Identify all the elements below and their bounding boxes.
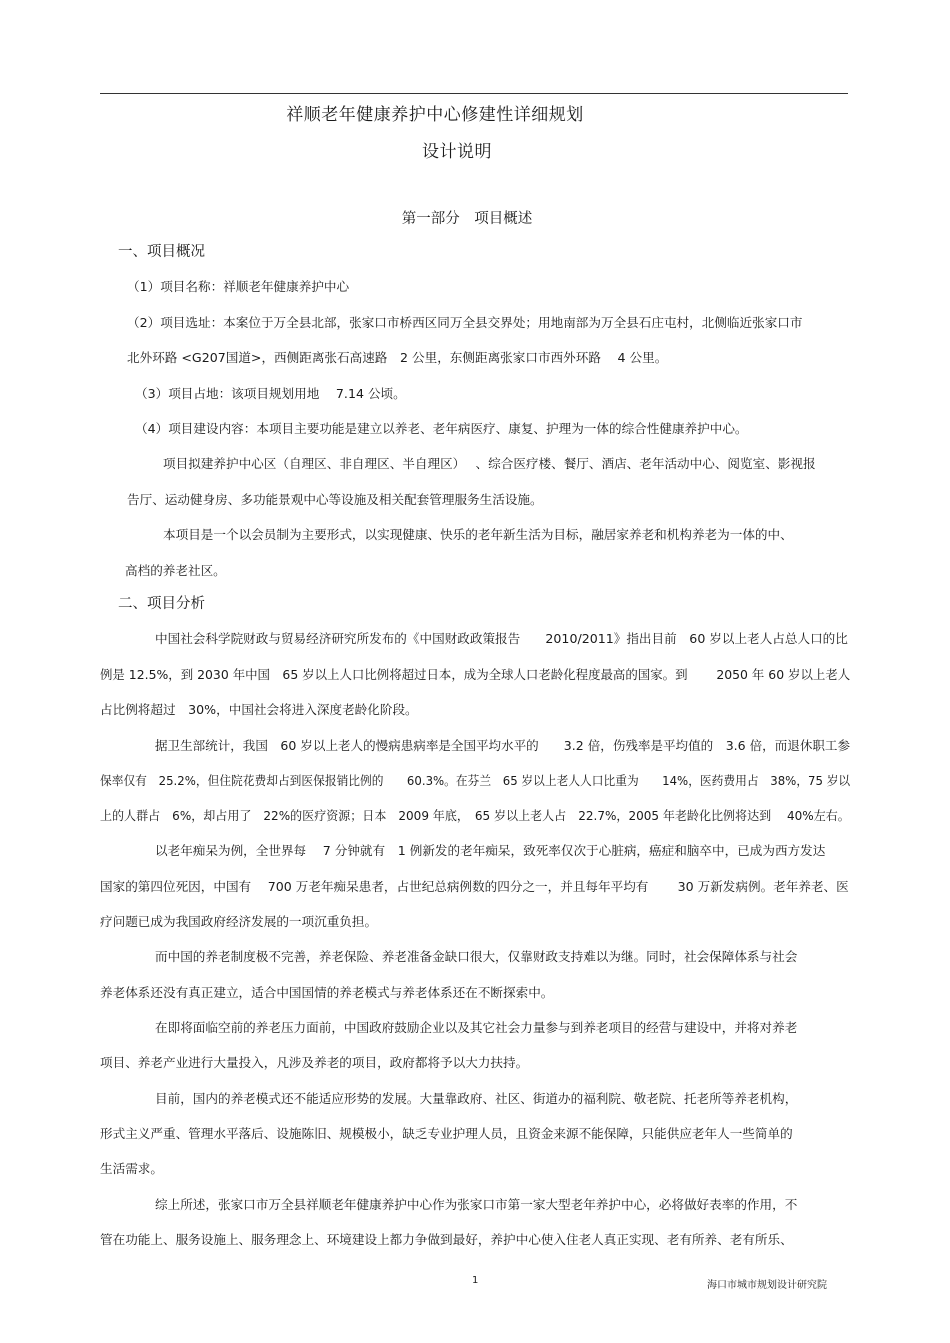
body-line: 保率仅有 25.2%，但住院花费却占到医保报销比例的 60.3%。在芬兰 65 岁以上老人人口比重为 14%，医药费用占 38%，75 岁以 bbox=[100, 773, 851, 788]
body-line: 以老年痴呆为例，全世界每 7 分钟就有 1 例新发的老年痴呆，致死率仅次于心脏病，癌症和脑卒中，已成为西方发达 bbox=[155, 843, 826, 858]
document-title: 祥顺老年健康养护中心修建性详细规划 bbox=[286, 105, 584, 125]
part-heading: 第一部分 项目概述 bbox=[401, 211, 533, 227]
body-line: 上的人群占 6%，却占用了 22%的医疗资源；日本 2009 年底， 65 岁以上老人占 22.7%，2005 年老龄化比例将达到 40%左右。 bbox=[100, 808, 850, 823]
body-line: 而中国的养老制度极不完善，养老保险、养老准备金缺口很大，仅靠财政支持难以为继。同时，社会保障体系与社会 bbox=[155, 949, 798, 964]
body-line: 国家的第四位死因，中国有 700 万老年痴呆患者，占世纪总病例数的四分之一，并且每年平均有 30 万新发病例。老年养老、医 bbox=[100, 879, 849, 894]
body-line: 告厅、运动健身房、多功能景观中心等设施及相关配套管理服务生活设施。 bbox=[127, 492, 543, 507]
body-line: 在即将面临空前的养老压力面前，中国政府鼓励企业以及其它社会力量参与到养老项目的经营与建设中，并将对养老 bbox=[155, 1020, 798, 1035]
body-line: 管在功能上、服务设施上、服务理念上、环境建设上都力争做到最好，养护中心使入住老人真正实现、老有所养、老有所乐、 bbox=[100, 1232, 793, 1247]
body-line: （2）项目选址：本案位于万全县北部，张家口市桥西区同万全县交界处；用地南部为万全县石庄屯村，北侧临近张家口市 bbox=[127, 315, 803, 330]
body-line: 本项目是一个以会员制为主要形式，以实现健康、快乐的老年新生活为目标，融居家养老和机构养老为一体的中、 bbox=[163, 527, 793, 542]
body-line: 项目、养老产业进行大量投入，凡涉及养老的项目，政府都将予以大力扶持。 bbox=[100, 1055, 529, 1070]
footer-organization: 海口市城市规划设计研究院 bbox=[707, 1280, 827, 1291]
body-line: 目前，国内的养老模式还不能适应形势的发展。大量靠政府、社区、街道办的福利院、敬老院、托老所等养老机构， bbox=[155, 1091, 798, 1106]
body-line: 例是 12.5%，到 2030 年中国 65 岁以上人口比例将超过日本，成为全球人口老龄化程度最高的国家。到 2050 年 60 岁以上老人 bbox=[100, 667, 851, 682]
body-line: 疗问题已成为我国政府经济发展的一项沉重负担。 bbox=[100, 914, 378, 929]
body-line: 项目拟建养护中心区（自理区、非自理区、半自理区） 、综合医疗楼、餐厅、酒店、老年活动中心、阅览室、影视报 bbox=[163, 456, 816, 471]
body-line: 北外环路 <G207国道>，西侧距离张石高速路 2 公里，东侧距离张家口市西外环路 4 公里。 bbox=[127, 350, 668, 365]
body-line: 中国社会科学院财政与贸易经济研究所发布的《中国财政政策报告 2010/2011》指出目前 60 岁以上老人占总人口的比 bbox=[155, 631, 848, 646]
page-number: 1 bbox=[472, 1275, 479, 1286]
section-heading-overview: 一、项目概况 bbox=[118, 244, 205, 260]
body-line: 生活需求。 bbox=[100, 1161, 163, 1176]
header-rule bbox=[100, 93, 848, 94]
document-subtitle: 设计说明 bbox=[422, 142, 492, 162]
body-line: 综上所述，张家口市万全县祥顺老年健康养护中心作为张家口市第一家大型老年养护中心，必将做好表率的作用，不 bbox=[155, 1197, 798, 1212]
body-line: 养老体系还没有真正建立，适合中国国情的养老模式与养老体系还在不断探索中。 bbox=[100, 985, 554, 1000]
body-line: （1）项目名称：祥顺老年健康养护中心 bbox=[127, 279, 350, 294]
body-line: 占比例将超过 30%，中国社会将进入深度老龄化阶段。 bbox=[100, 702, 418, 717]
body-line: 高档的养老社区。 bbox=[125, 563, 226, 578]
body-line: 形式主义严重、管理水平落后、设施陈旧、规模极小，缺乏专业护理人员，且资金来源不能保障，只能供应老年人一些简单的 bbox=[100, 1126, 793, 1141]
section-heading-analysis: 二、项目分析 bbox=[118, 596, 205, 612]
body-line: （4）项目建设内容：本项目主要功能是建立以养老、老年病医疗、康复、护理为一体的综合性健康养护中心。 bbox=[135, 421, 748, 436]
body-line: 据卫生部统计，我国 60 岁以上老人的慢病患病率是全国平均水平的 3.2 倍，伤残率是平均值的 3.6 倍，而退休职工参 bbox=[155, 738, 850, 753]
body-line: （3）项目占地：该项目规划用地 7.14 公顷。 bbox=[135, 386, 406, 401]
